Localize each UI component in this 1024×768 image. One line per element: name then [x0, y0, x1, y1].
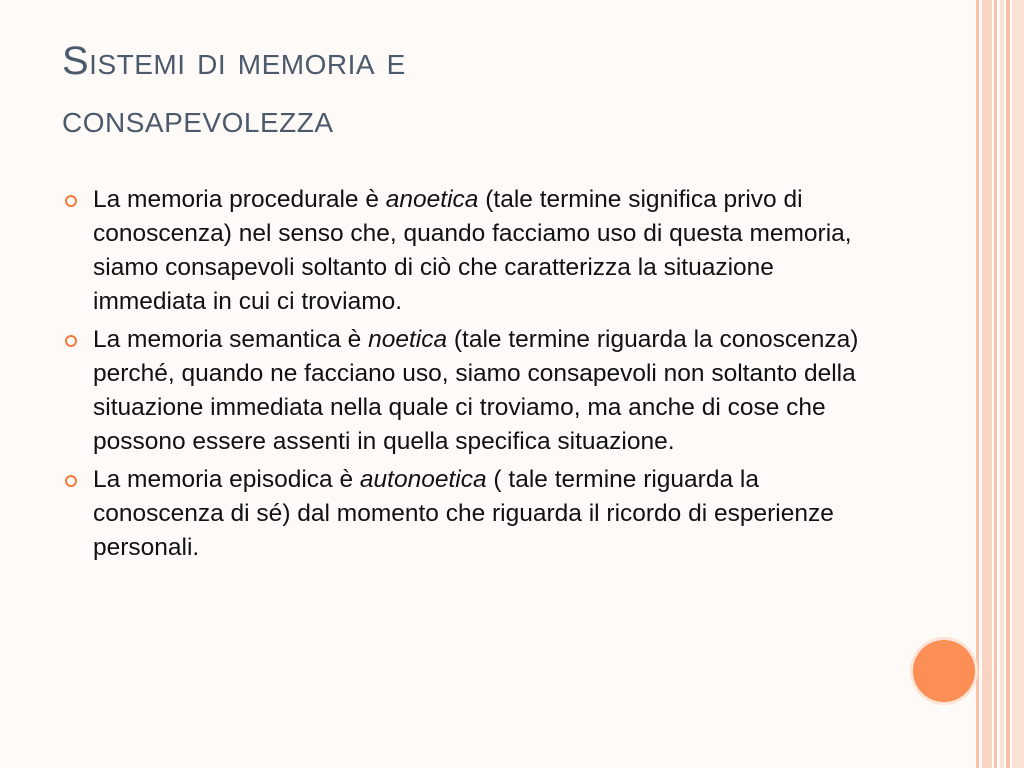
decorative-circle: [913, 640, 975, 702]
ring-bullet-icon: [65, 475, 77, 487]
bullet-text-after: (tale termine significa privo di conoscenza) nel senso che, quando facciamo uso di questa memoria, siamo consapevoli soltanto di ciò che caratterizza la situazione immediata in cui ci troviamo.: [93, 186, 852, 315]
bullet-text-before: La memoria semantica è: [93, 326, 369, 353]
decorative-stripe: [1000, 0, 1004, 768]
decorative-stripe: [982, 0, 992, 768]
decorative-stripe: [1012, 0, 1024, 768]
bullet-emphasis: noetica: [368, 326, 448, 353]
bullet-item: [62, 183, 892, 319]
title-line-1: Sistemi di memoria e: [62, 39, 406, 83]
decorative-stripe: [1006, 0, 1010, 768]
decorative-stripe: [994, 0, 997, 768]
bullet-text-before: La memoria episodica è: [93, 466, 360, 493]
bullet-item: [62, 463, 892, 565]
ring-bullet-icon: [65, 195, 77, 207]
bullet-item: [62, 323, 892, 459]
bullet-list: [62, 183, 892, 569]
bullet-text-before: La memoria procedurale è: [93, 186, 386, 213]
ring-bullet-icon: [65, 335, 77, 347]
bullet-emphasis: anoetica: [385, 186, 479, 213]
title-line-2: consapevolezza: [62, 97, 334, 141]
bullet-text-after: (tale termine riguarda la conoscenza) perché, quando ne facciano uso, siamo consapevoli non soltanto della situazione immediata nella quale ci troviamo, ma anche di cose che possono essere assenti in quella specifica situazione.: [93, 326, 859, 455]
decorative-stripe: [976, 0, 979, 768]
slide-title: [62, 32, 922, 148]
bullet-emphasis: autonoetica: [359, 466, 487, 493]
bullet-text-after: ( tale termine riguarda la conoscenza di sé) dal momento che riguarda il ricordo di esperienze personali.: [93, 466, 834, 561]
